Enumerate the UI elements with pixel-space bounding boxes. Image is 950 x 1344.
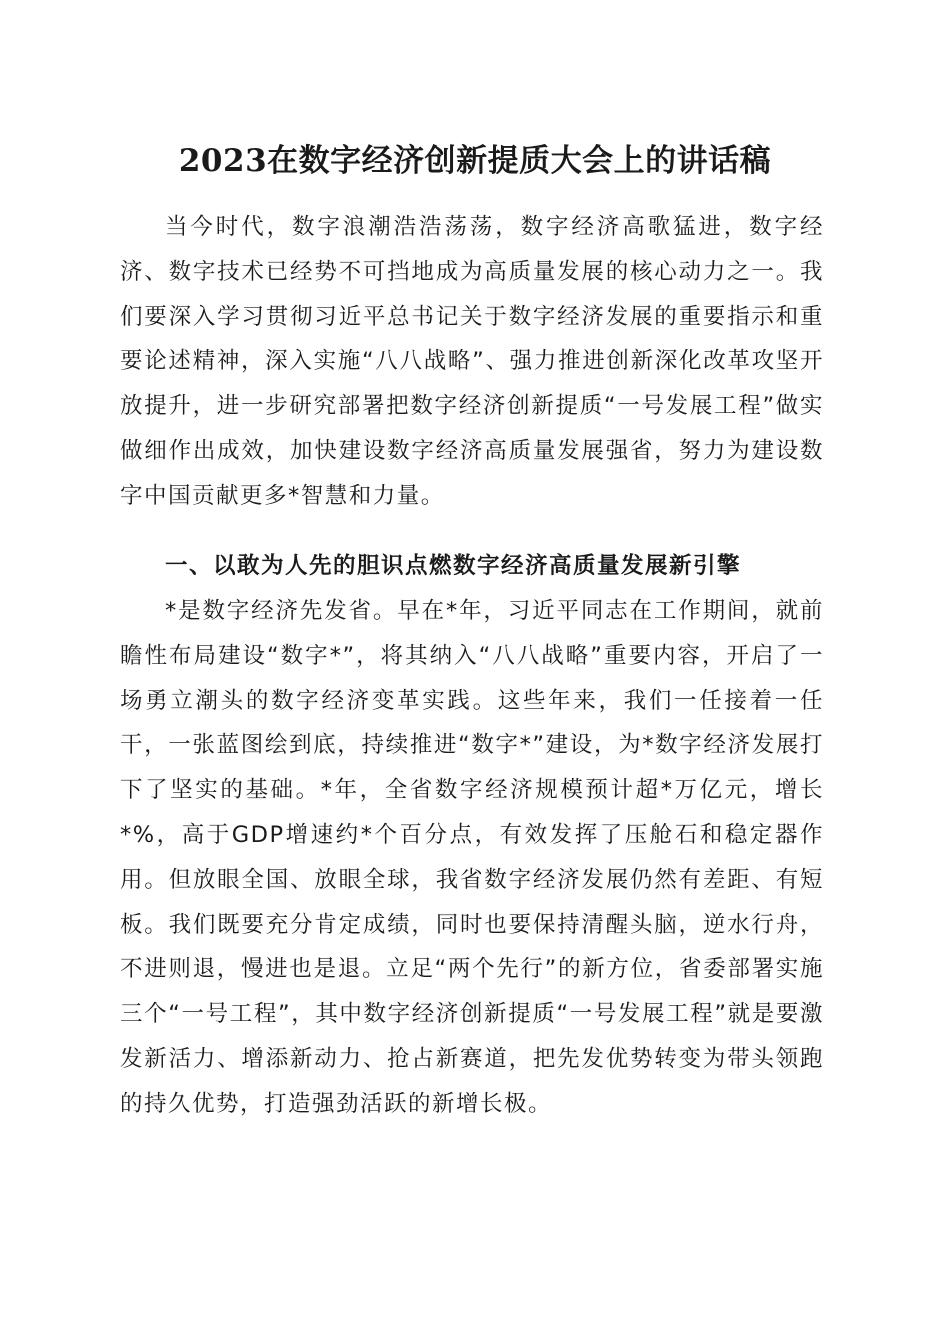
document-title: 2023在数字经济创新提质大会上的讲话稿	[178, 143, 772, 179]
section-heading-1: 一、以敢为人先的胆识点燃数字经济高质量发展新引擎	[165, 553, 742, 579]
section-1-paragraph: *是数字经济先发省。早在*年，习近平同志在工作期间，就前瞻性布局建设“数字*”，将其纳入“八八战略”重要内容，开启了一场勇立潮头的数字经济变革实践。这些年来，我们一任接着一任干，一张蓝图绘到底，持续推进“数字*”建设，为*数字经济发展打下了坚实的基础。*年，全省数字经济规模预计超*万亿元，增长*%，高于GDP增速约*个百分点，有效发挥了压舱石和稳定器作用。但放眼全国、放眼全球，我省数字经济发展仍然有差距、有短板。我们既要充分肯定成绩，同时也要保持清醒头脑，逆水行舟，不进则退，慢进也是退。立足“两个先行”的新方位，省委部署实施三个“一号工程”，其中数字经济创新提质“一号发展工程”就是要激发新活力、增添新动力、抢占新赛道，把先发优势转变为带头领跑的持久优势，打造强劲活跃的新增长极。	[120, 598, 824, 1117]
intro-paragraph: 当今时代，数字浪潮浩浩荡荡，数字经济高歌猛进，数字经济、数字技术已经势不可挡地成为高质量发展的核心动力之一。我们要深入学习贯彻习近平总书记关于数字经济发展的重要指示和重要论述精神，深入实施“八八战略”、强力推进创新深化改革攻坚开放提升，进一步研究部署把数字经济创新提质“一号发展工程”做实做细作出成效，加快建设数字经济高质量发展强省，努力为建设数字中国贡献更多*智慧和力量。	[120, 214, 824, 509]
